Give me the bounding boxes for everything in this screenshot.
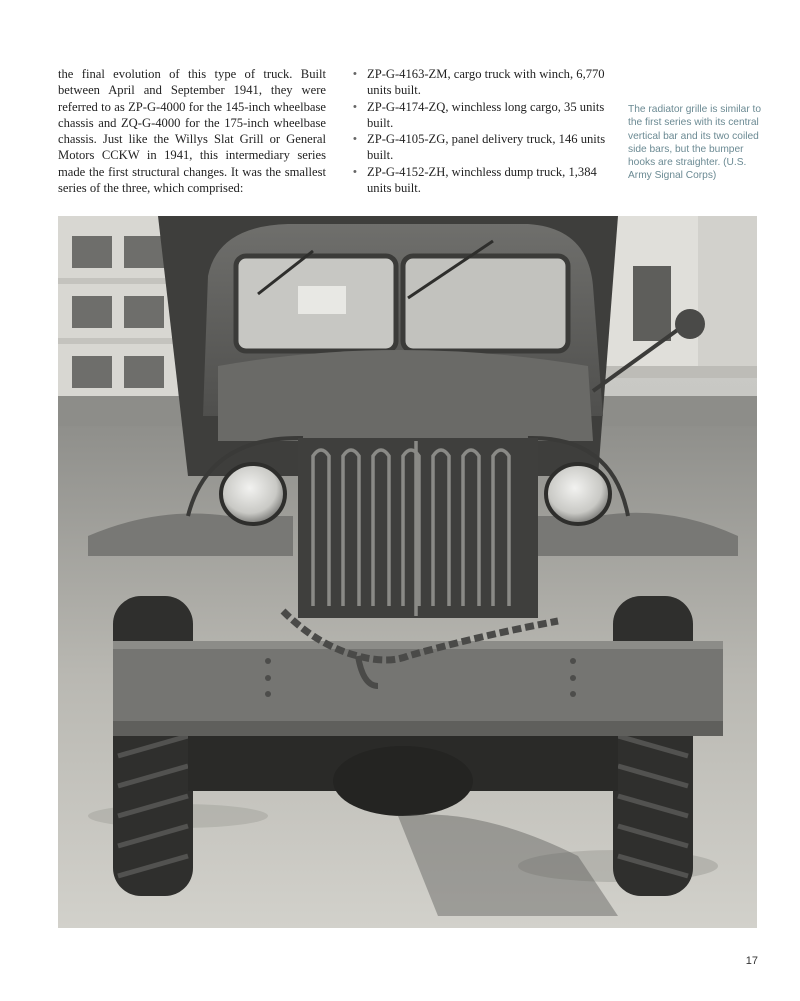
list-item: • ZP-G-4174-ZQ, winchless long cargo, 35 units built. [353, 99, 608, 132]
truck-photo [58, 216, 757, 928]
building-right [598, 216, 757, 378]
page-number: 17 [745, 955, 758, 967]
list-item: • ZP-G-4105-ZG, panel delivery truck, 146 units built. [353, 131, 608, 164]
photo-caption: The radiator grille is similar to the first series with its central vertical bar and its two coiled side bars, but the bumper hooks are straighter. (U.S. Army Signal Corps) [628, 104, 762, 182]
series-list [353, 66, 608, 196]
radiator-grille [298, 438, 538, 618]
building-left [58, 216, 178, 416]
body-paragraph: the final evolution of this type of truck. Built between April and September 1941, they were referred to as ZP-G-4000 for the 145-inch wheelbase chassis and ZQ-G-4000 for the 175-inch wheelbase chassis. Just like the Willys Slat Grill or General Motors CCKW in 1941, this intermediary series made the first structural changes. It was the smallest series of the three, which comprised: [58, 67, 326, 196]
list-item: • ZP-G-4163-ZM, cargo truck with winch, 6,770 units built. [353, 66, 608, 99]
list-item: • ZP-G-4152-ZH, winchless dump truck, 1,384 units built. [353, 164, 608, 197]
